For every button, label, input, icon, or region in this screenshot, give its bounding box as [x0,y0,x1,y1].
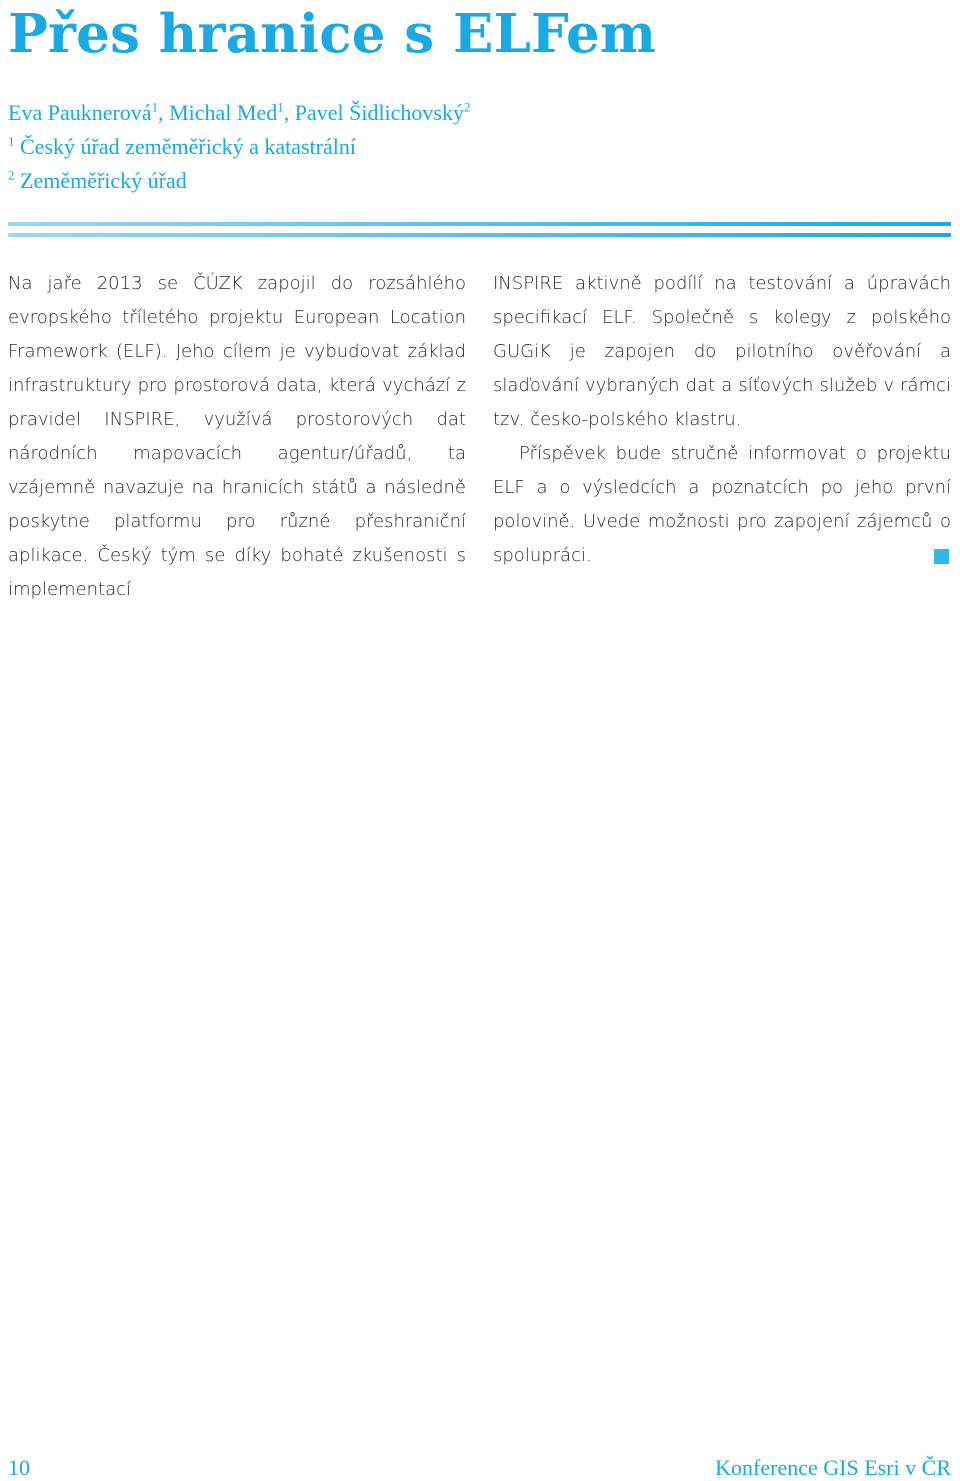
author-name: , Pavel Šidlichovský [283,100,464,125]
paragraph-text: Příspěvek bude stručně informovat o projektu ELF a o výsledcích a poznatcích po jeho první polovině. Uvede možnosti pro zapojení zájemců o spolupráci. [493,443,951,566]
divider-rule [8,222,951,226]
author-name: Eva Pauknerová [8,100,152,125]
publication-name: Konference GIS Esri v ČR [715,1455,951,1480]
author-name: , Michal Med [158,100,278,125]
affiliation-1 [8,130,471,164]
affiliation-marker: 1 [151,99,159,115]
affiliation-name: Český úřad zeměměřický a katastrální [20,134,356,159]
author-block [8,96,471,198]
affiliation-marker: 1 [277,99,284,115]
affiliation-marker: 2 [464,99,471,115]
paragraph [493,437,951,573]
text-column-right [493,267,951,573]
page-number: 10 [8,1455,30,1480]
affiliation-marker: 1 [8,133,15,149]
paragraph: Na jaře 2013 se ČÚZK zapojil do rozsáhlého evropského tříletého projektu European Location Framework (ELF). Jeho cílem je vybudovat základ infrastruktury pro prostorová data, která vychází z pravidel INSPIRE, využívá prostorových dat národních mapovacích agentur/úřadů, ta vzájemně navazuje na hranicích států a následně poskytne platformu pro různé přeshraniční aplikace. Český tým se díky bohaté zkušenosti s implementací [8,273,466,600]
affiliation-name: Zeměměřický úřad [20,168,187,193]
divider-rule [8,233,951,237]
paragraph: INSPIRE aktivně podílí na testování a úpravách specifikací ELF. Společně s kolegy z polského GUGiK je zapojen do pilotního ověřování a slaďování vybraných dat a síťových služeb v rámci tzv. česko-polského klastru. [493,273,951,430]
affiliation-2 [8,164,471,198]
text-column-left [8,267,466,607]
authors-line [8,96,471,130]
end-of-article-square-icon [934,549,949,564]
page-title: Přes hranice s ELFem [8,3,657,65]
affiliation-marker: 2 [8,167,15,183]
